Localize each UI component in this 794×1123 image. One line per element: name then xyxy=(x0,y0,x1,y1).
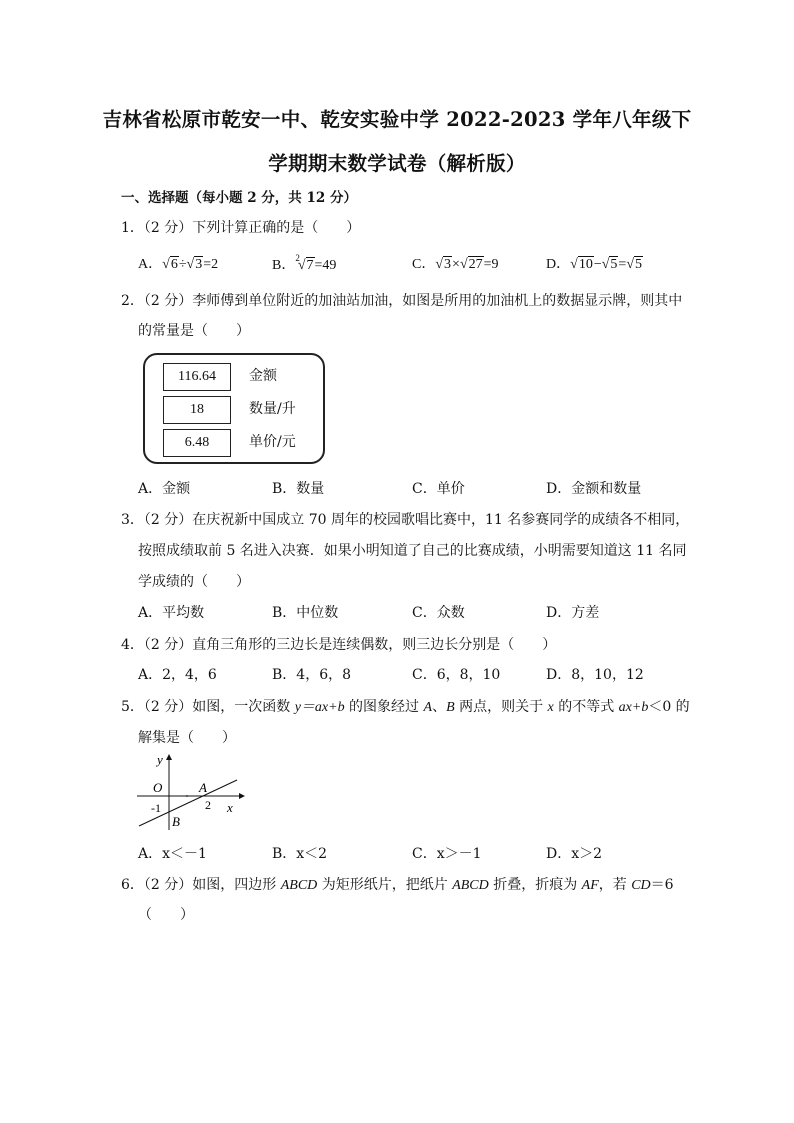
q2-option-d: D．金额和数量 xyxy=(546,481,642,497)
sqrt-3: √3 xyxy=(435,257,452,272)
q1-c-op: × xyxy=(452,257,460,272)
q1-b-label: B． xyxy=(272,258,296,273)
q1-a-tail: =2 xyxy=(203,257,219,272)
q2-option-a: A．金额 xyxy=(138,481,191,497)
point-b-label: B xyxy=(172,814,180,829)
quantity-label: 数量/升 xyxy=(249,401,296,417)
sqrt-10: √10 xyxy=(570,257,593,272)
q1-a-op: ÷ xyxy=(178,257,187,272)
q2-stem-line2: 的常量是（ ） xyxy=(138,323,250,339)
q1-c-label: C． xyxy=(412,257,436,272)
neg1-label: -1 xyxy=(151,801,161,815)
q1-option-b xyxy=(272,253,336,274)
y-axis-label: y xyxy=(157,752,163,767)
origin-label: O xyxy=(153,780,163,795)
q5-inequality-expr: ax+b xyxy=(618,700,649,715)
q1-stem: 1．（2 分）下列计算正确的是（ ） xyxy=(121,220,361,236)
q3-stem-line1: 3．（2 分）在庆祝新中国成立 70 周年的校园歌唱比赛中，11 名参赛同学的成绩各不相同， xyxy=(121,512,690,528)
y-axis-arrow xyxy=(166,754,172,760)
q5-option-c: C．x＞－1 xyxy=(412,846,482,862)
q5-option-a: A．x＜－1 xyxy=(138,846,207,862)
x-axis-arrow xyxy=(239,793,245,799)
q5-stem-line2: 解集是（ ） xyxy=(138,730,236,746)
q1-d-mid: = xyxy=(618,257,627,272)
section-heading: 一、选择题（每小题 2 分，共 12 分） xyxy=(121,190,357,206)
q3-stem-line3: 学成绩的（ ） xyxy=(138,574,250,590)
sqrt-27: √27 xyxy=(459,257,483,272)
x-axis-label: x xyxy=(227,800,233,815)
root-7: √7 xyxy=(297,258,314,273)
sqrt-6: √6 xyxy=(162,257,178,272)
sqrt-3: √3 xyxy=(186,257,203,272)
q2-option-b: B．数量 xyxy=(272,481,325,497)
q5-stem-line1: 5．（2 分）如图，一次函数 y＝ax+b 的图象经过 A、B 两点，则关于 x 的不等式 ax+b＜0 的 xyxy=(121,699,690,715)
tick-dot xyxy=(186,795,188,797)
fuel-display-board xyxy=(143,353,325,464)
root-index: 2 xyxy=(295,253,300,263)
q2-option-c: C．单价 xyxy=(412,481,465,497)
unit-price-value: 6.48 xyxy=(163,429,231,457)
q1-c-tail: =9 xyxy=(483,257,499,272)
sqrt-5: √5 xyxy=(601,257,618,272)
unit-price-label: 单价/元 xyxy=(249,434,296,450)
q1-option-a xyxy=(138,253,218,273)
q4-option-d: D．8，10，12 xyxy=(546,667,644,683)
q4-option-a: A．2，4，6 xyxy=(138,667,217,683)
q2-stem-line1: 2．（2 分）李师傅到单位附近的加油站加油，如图是所用的加油机上的数据显示牌，则其中 xyxy=(121,293,683,309)
point-a-label: A xyxy=(199,780,207,795)
tick-2-label: 2 xyxy=(205,798,211,812)
q5-option-d: D．x＞2 xyxy=(546,846,603,862)
q1-d-label: D． xyxy=(546,257,571,272)
q1-option-d xyxy=(546,253,643,273)
q3-stem-line2: 按照成绩取前 5 名进入决赛．如果小明知道了自己的比赛成绩，小明需要知道这 11 名同 xyxy=(138,543,687,559)
sqrt-5: √5 xyxy=(626,257,642,272)
q6-stem-line2: （ ） xyxy=(138,907,194,923)
quantity-value: 18 xyxy=(163,396,231,424)
q4-stem: 4．（2 分）直角三角形的三边长是连续偶数，则三边长分别是（ ） xyxy=(121,637,557,653)
q1-d-op: − xyxy=(593,257,602,272)
q1-a-label: A． xyxy=(138,257,163,272)
q5-function-graph xyxy=(135,752,245,832)
q1-b-tail: =49 xyxy=(314,258,337,273)
q3-option-d: D．方差 xyxy=(546,605,600,621)
doc-title-line1: 吉林省松原市乾安一中、乾安实验中学 2022-2023 学年八年级下 xyxy=(102,108,692,131)
q6-stem-line1: 6．（2 分）如图，四边形 ABCD 为矩形纸片，把纸片 ABCD 折叠，折痕为 AF，若 CD＝6 xyxy=(121,877,674,893)
q3-option-a: A．平均数 xyxy=(138,605,205,621)
q4-option-c: C．6，8，10 xyxy=(412,667,501,683)
doc-title-line2: 学期期末数学试卷（解析版） xyxy=(268,152,526,175)
amount-value: 116.64 xyxy=(163,363,231,391)
q3-option-c: C．众数 xyxy=(412,605,465,621)
q1-option-c xyxy=(412,253,499,273)
q4-option-b: B．4，6，8 xyxy=(272,667,352,683)
q5-option-b: B．x＜2 xyxy=(272,846,328,862)
amount-label: 金额 xyxy=(249,368,277,384)
q5-function-expr: y＝ax+b xyxy=(294,700,345,715)
q3-option-b: B．中位数 xyxy=(272,605,339,621)
